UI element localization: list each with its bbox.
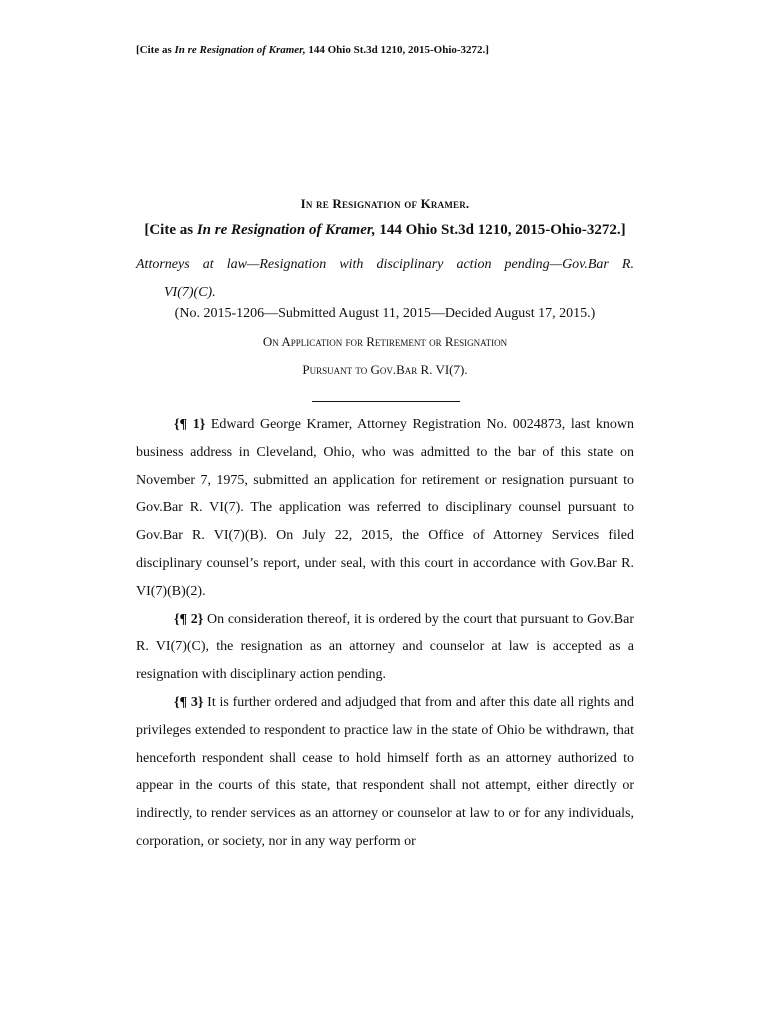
procedural-posture-line-1: On Application for Retirement or Resignation <box>262 334 508 349</box>
case-title: In re Resignation of Kramer. <box>300 196 470 211</box>
paragraph-1 <box>136 411 634 606</box>
paragraph-text: Edward George Kramer, Attorney Registration No. 0024873, last known business address in Cleveland, Ohio, who was admitted to the bar of this state on November 7, 1975, submitted an application for retirement or resignation pursuant to Gov.Bar R. VI(7). The application was referred to disciplinary counsel pursuant to Gov.Bar R. VI(7)(B). On July 22, 2015, the Office of Attorney Services filed disciplinary counsel’s report, under seal, with this court in accordance with Gov.Bar R. VI(7)(B)(2). <box>136 417 634 599</box>
paragraph-2 <box>136 606 634 689</box>
running-head-citation <box>136 44 489 56</box>
paragraph-mark: {¶ 1} <box>174 417 206 432</box>
procedural-posture-line-2: Pursuant to Gov.Bar R. VI(7). <box>302 362 468 377</box>
paragraph-3 <box>136 689 634 856</box>
citation-suffix: 144 Ohio St.3d 1210, 2015-Ohio-3272.] <box>375 222 626 238</box>
running-head-prefix: [Cite as <box>136 44 175 56</box>
syllabus-line-2: VI(7)(C). <box>164 285 216 300</box>
syllabus-line-1: Attorneys at law—Resignation with disciplinary action pending—Gov.Bar R. <box>136 257 634 272</box>
running-head-suffix: 144 Ohio St.3d 1210, 2015-Ohio-3272.] <box>305 44 489 56</box>
paragraph-mark: {¶ 2} <box>174 611 204 627</box>
docket-line: (No. 2015-1206—Submitted August 11, 2015—Decided August 17, 2015.) <box>174 306 596 321</box>
paragraph-text: It is further ordered and adjudged that from and after this date all rights and privileges extended to respondent to practice law in the state of Ohio be withdrawn, that henceforth respondent shall cease to hold himself forth as an attorney authorized to appear in the courts of this state, that respondent shall not attempt, either directly or indirectly, to render services as an attorney or counselor at law to or for any individuals, corporation, or society, nor in any way perform or <box>136 694 635 849</box>
separator-rule <box>312 401 460 402</box>
citation-case-name: In re Resignation of Kramer, <box>196 222 376 238</box>
running-head-case-name: In re Resignation of Kramer, <box>174 44 306 56</box>
citation-prefix: [Cite as <box>144 222 197 238</box>
citation-line <box>0 222 770 239</box>
paragraph-mark: {¶ 3} <box>174 694 204 710</box>
opinion-body <box>136 411 634 856</box>
paragraph-text: On consideration thereof, it is ordered by the court that pursuant to Gov.Bar R. VI(7)(C), the resignation as an attorney and counselor at law is accepted as a resignation with disciplinary action pending. <box>136 611 634 683</box>
